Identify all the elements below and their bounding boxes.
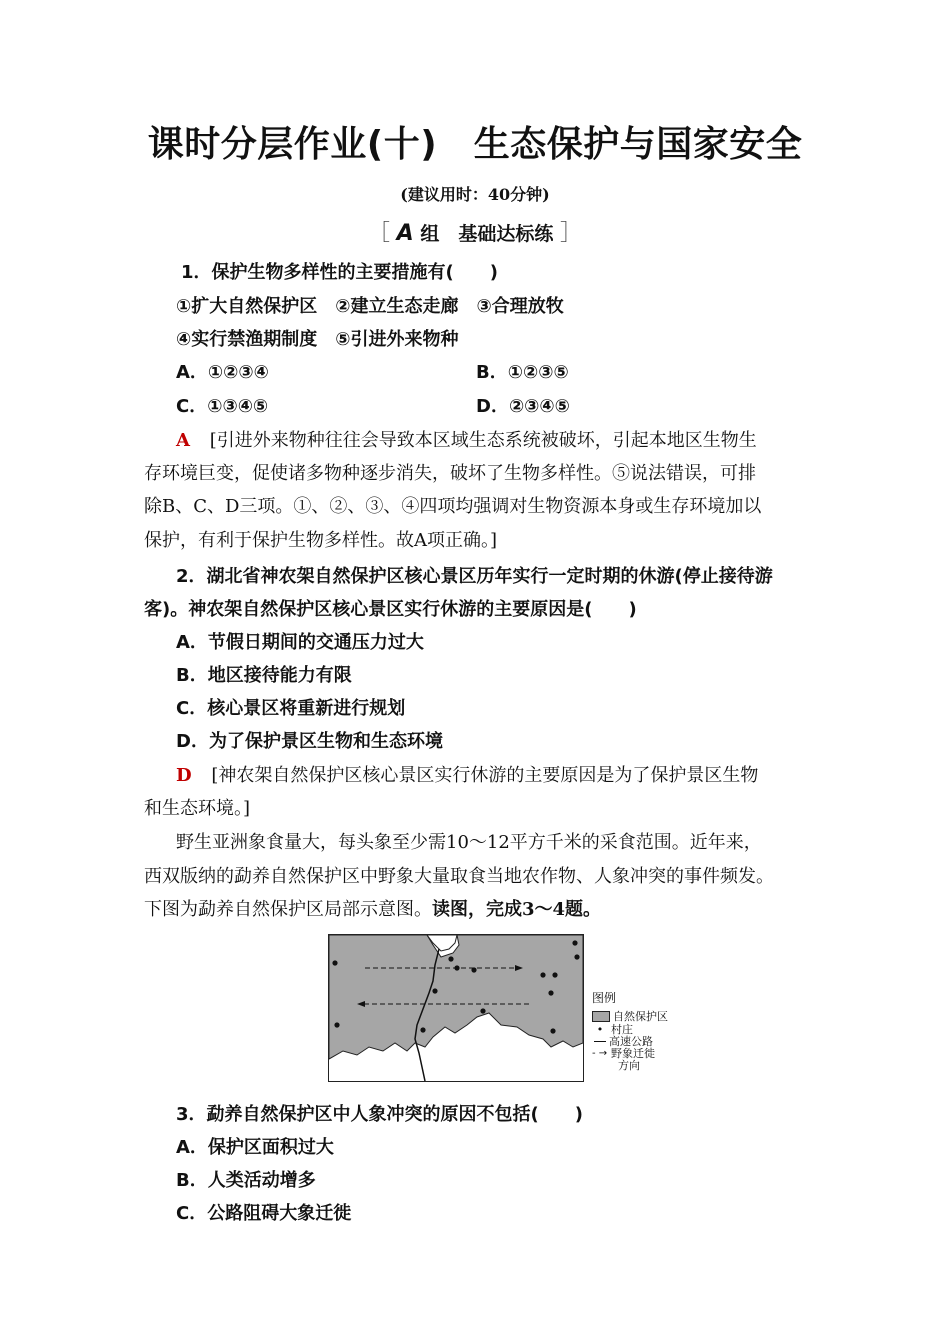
q1-answer-line1: A [引进外来物种往往会导致本区域生态系统被破坏，引起本地区生物生 <box>176 430 757 451</box>
reserve-swatch <box>592 1011 610 1022</box>
group-letter: A <box>396 221 414 246</box>
village-dot <box>552 972 557 977</box>
village-dot <box>471 967 476 972</box>
village-dot <box>448 956 453 961</box>
page-title: 课时分层作业(十) 生态保护与国家安全 <box>147 124 803 165</box>
q1-stem: 1．保护生物多样性的主要措施有( ) <box>181 262 498 283</box>
q2-stem-line2: 客)。神农架自然保护区核心景区实行休游的主要原因是( ) <box>144 599 637 620</box>
q2-option-c: C．核心景区将重新进行规划 <box>176 698 406 719</box>
q3-option-c: C．公路阻碍大象迁徙 <box>176 1203 352 1224</box>
legend-migration-line2: 方向 <box>618 1059 640 1072</box>
road-symbol-icon <box>594 1041 606 1042</box>
village-dot <box>432 988 437 993</box>
q1-option-b: B．①②③⑤ <box>476 362 569 383</box>
q1-explain-line3: 除B、C、D三项。①、②、③、④四项均强调对生物资源本身或生存环境加以 <box>144 496 762 517</box>
village-dot <box>574 954 579 959</box>
q2-explain-line2: 和生态环境。] <box>144 798 251 819</box>
q3-option-a: A．保护区面积过大 <box>176 1137 334 1158</box>
map-legend <box>592 992 668 1071</box>
left-bracket: ［ <box>368 221 391 246</box>
legend-row-reserve: 自然保护区 <box>592 1010 668 1023</box>
q2-answer-line1: D [神农架自然保护区核心景区实行休游的主要原因是为了保护景区生物 <box>176 765 759 786</box>
q1-answer-letter: A <box>176 430 190 451</box>
q3-stem: 3．勐养自然保护区中人象冲突的原因不包括( ) <box>176 1104 583 1125</box>
q1-option-c: C．①③④⑤ <box>176 396 269 417</box>
village-dot <box>540 972 545 977</box>
q2-option-b: B．地区接待能力有限 <box>176 665 352 686</box>
q2-option-a: A．节假日期间的交通压力过大 <box>176 632 424 653</box>
q1-explain-line4: 保护，有利于保护生物多样性。故A项正确。] <box>144 530 498 551</box>
q1-explain-line2: 存环境巨变，促使诸多物种逐步消失，破坏了生物多样性。⑤说法错误，可排 <box>144 463 756 484</box>
village-dot <box>480 1008 485 1013</box>
legend-row-road: 高速公路 <box>592 1035 668 1047</box>
migration-arrow-icon: - → <box>592 1047 608 1059</box>
time-note: (建议用时：40分钟) <box>400 185 550 204</box>
village-symbol-icon: • <box>596 1022 604 1036</box>
right-bracket: ］ <box>559 221 582 246</box>
map-drawing <box>329 935 583 1081</box>
q1-items-line1: ①扩大自然保护区 ②建立生态走廊 ③合理放牧 <box>176 296 564 317</box>
group-heading <box>0 216 950 247</box>
village-dot <box>420 1027 425 1032</box>
village-dot <box>334 1022 339 1027</box>
q2-answer-letter: D <box>176 765 192 786</box>
reserve-area <box>329 935 583 1059</box>
q3-option-b: B．人类活动增多 <box>176 1170 316 1191</box>
legend-title: 图例 <box>592 991 617 1005</box>
reserve-map <box>328 934 584 1082</box>
village-dot <box>332 960 337 965</box>
q1-option-d: D．②③④⑤ <box>476 396 570 417</box>
q2-option-d: D．为了保护景区生物和生态环境 <box>176 731 443 752</box>
q1-items-line2: ④实行禁渔期制度 ⑤引进外来物种 <box>176 329 459 350</box>
passage-line2: 西双版纳的勐养自然保护区中野象大量取食当地农作物、人象冲突的事件频发。 <box>144 866 774 887</box>
group-label: 组 基础达标练 <box>420 223 554 245</box>
legend-row-migration: - → 野象迁徙 <box>592 1046 655 1060</box>
q2-stem-line1: 2．湖北省神农架自然保护区核心景区历年实行一定时期的休游(停止接待游 <box>176 566 773 587</box>
village-dot <box>454 965 459 970</box>
passage-line3: 下图为勐养自然保护区局部示意图。读图，完成3～4题。 <box>144 899 602 920</box>
q1-option-a: A．①②③④ <box>176 362 269 383</box>
legend-row-village: • 村庄 <box>592 1023 668 1035</box>
village-dot <box>550 1028 555 1033</box>
village-dot <box>572 940 577 945</box>
village-dot <box>548 990 553 995</box>
passage-line1: 野生亚洲象食量大，每头象至少需10～12平方千米的采食范围。近年来， <box>176 832 762 853</box>
